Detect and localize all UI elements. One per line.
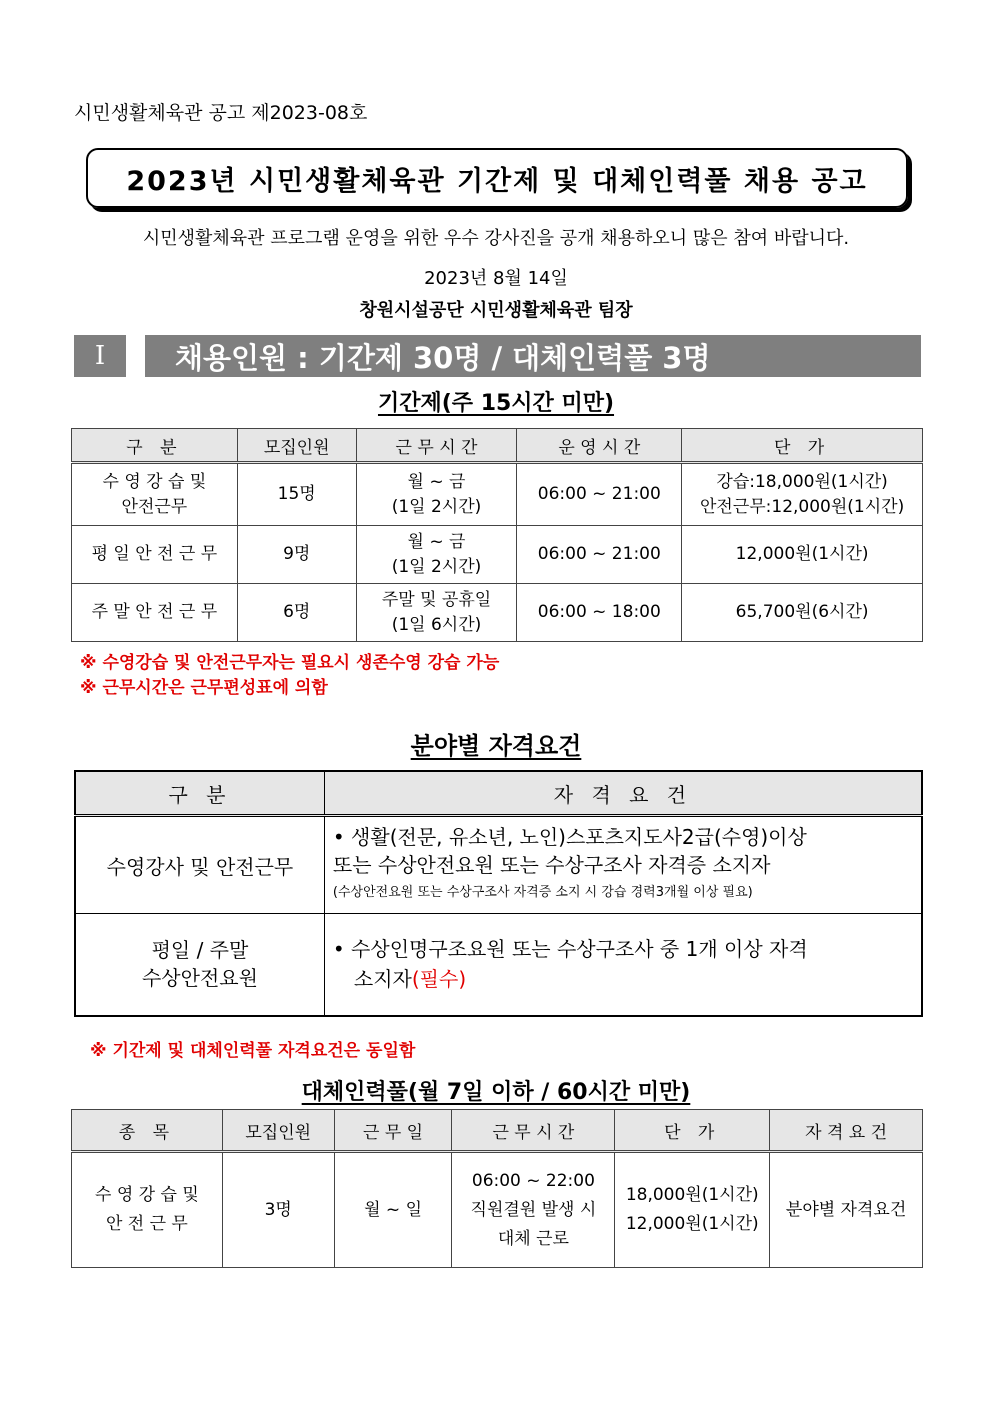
- issuer: 창원시설공단 시민생활체육관 팀장: [359, 300, 633, 321]
- cell-requirement: • 수상인명구조요원 또는 수상구조사 중 1개 이상 자격 소지자(필수): [324, 914, 922, 1016]
- cell-category: 평 일 안 전 근 무: [72, 526, 238, 584]
- cell-worktime: 월 ~ 금 (1일 2시간): [356, 463, 517, 526]
- temp-note-2: ※ 근무시간은 근무편성표에 의함: [80, 678, 328, 698]
- cell-category: 수 영 강 습 및 안전근무: [72, 463, 238, 526]
- cell-pay: 강습:18,000원(1시간) 안전근무:12,000원(1시간): [682, 463, 923, 526]
- col-header: 근 무 일: [334, 1110, 452, 1152]
- notice-date: 2023년 8월 14일: [424, 268, 568, 289]
- quals-table: [74, 770, 923, 1017]
- col-header: 자 격 요 건: [770, 1110, 923, 1152]
- cell-count: 3명: [222, 1152, 334, 1268]
- cell-requirement: • 생활(전문, 유소년, 노인)스포츠지도사2급(수영)이상 또는 수상안전요원 또는 수상구조사 자격증 소지자 (수상안전요원 또는 수상구조사 자격증 소지 시 강습 경력3개월 이상 필요): [324, 816, 922, 914]
- cell-qualification: 분야별 자격요건: [770, 1152, 923, 1268]
- cell-count: 15명: [237, 463, 356, 526]
- table-row: [75, 914, 922, 1016]
- col-header: 모집인원: [237, 429, 356, 463]
- cell-worktime: 06:00 ~ 22:00 직원결원 발생 시 대체 근로: [452, 1152, 615, 1268]
- table-header-row: [72, 429, 923, 463]
- table-row: [72, 584, 923, 642]
- table-row: [75, 816, 922, 914]
- required-mark: (필수): [411, 967, 467, 992]
- temp-table: [71, 428, 923, 642]
- col-header: 근 무 시 간: [452, 1110, 615, 1152]
- temp-heading: 기간제(주 15시간 미만): [377, 391, 615, 416]
- document-title: [86, 148, 908, 208]
- col-header: 단 가: [615, 1110, 770, 1152]
- cell-days: 월 ~ 일: [334, 1152, 452, 1268]
- col-header: 구 분: [72, 429, 238, 463]
- table-row: [72, 463, 923, 526]
- cell-category: 수영강사 및 안전근무: [75, 816, 324, 914]
- section-title: 채용인원 : 기간제 30명 / 대체인력풀 3명: [145, 335, 921, 377]
- intro-text: 시민생활체육관 프로그램 운영을 위한 우수 강사진을 공개 채용하오니 많은 참여 바랍니다.: [142, 228, 850, 249]
- table-row: [72, 526, 923, 584]
- cell-count: 9명: [237, 526, 356, 584]
- quals-note: ※ 기간제 및 대체인력풀 자격요건은 동일함: [90, 1041, 416, 1061]
- pool-table: [71, 1109, 923, 1268]
- section-number: I: [74, 335, 126, 377]
- table-row: [72, 1152, 923, 1268]
- cell-count: 6명: [237, 584, 356, 642]
- cell-pay: 12,000원(1시간): [682, 526, 923, 584]
- col-header: 자 격 요 건: [324, 771, 922, 816]
- col-header: 운 영 시 간: [517, 429, 682, 463]
- col-header: 종 목: [72, 1110, 223, 1152]
- temp-note-1: ※ 수영강습 및 안전근무자는 필요시 생존수영 강습 가능: [80, 653, 500, 673]
- title-text: 2023년 시민생활체육관 기간제 및 대체인력풀 채용 공고: [126, 165, 868, 197]
- quals-heading: 분야별 자격요건: [410, 732, 582, 760]
- cell-optime: 06:00 ~ 18:00: [517, 584, 682, 642]
- notice-number: 시민생활체육관 공고 제2023-08호: [74, 102, 368, 124]
- col-header: 구 분: [75, 771, 324, 816]
- cell-worktime: 월 ~ 금 (1일 2시간): [356, 526, 517, 584]
- cell-pay: 18,000원(1시간) 12,000원(1시간): [615, 1152, 770, 1268]
- cell-worktime: 주말 및 공휴일 (1일 6시간): [356, 584, 517, 642]
- cell-optime: 06:00 ~ 21:00: [517, 526, 682, 584]
- cell-category: 평일 / 주말 수상안전요원: [75, 914, 324, 1016]
- col-header: 모집인원: [222, 1110, 334, 1152]
- cell-category: 주 말 안 전 근 무: [72, 584, 238, 642]
- cell-category: 수 영 강 습 및 안 전 근 무: [72, 1152, 223, 1268]
- cell-optime: 06:00 ~ 21:00: [517, 463, 682, 526]
- table-header-row: [75, 771, 922, 816]
- cell-pay: 65,700원(6시간): [682, 584, 923, 642]
- col-header: 근 무 시 간: [356, 429, 517, 463]
- col-header: 단 가: [682, 429, 923, 463]
- table-header-row: [72, 1110, 923, 1152]
- pool-heading: 대체인력풀(월 7일 이하 / 60시간 미만): [301, 1080, 691, 1105]
